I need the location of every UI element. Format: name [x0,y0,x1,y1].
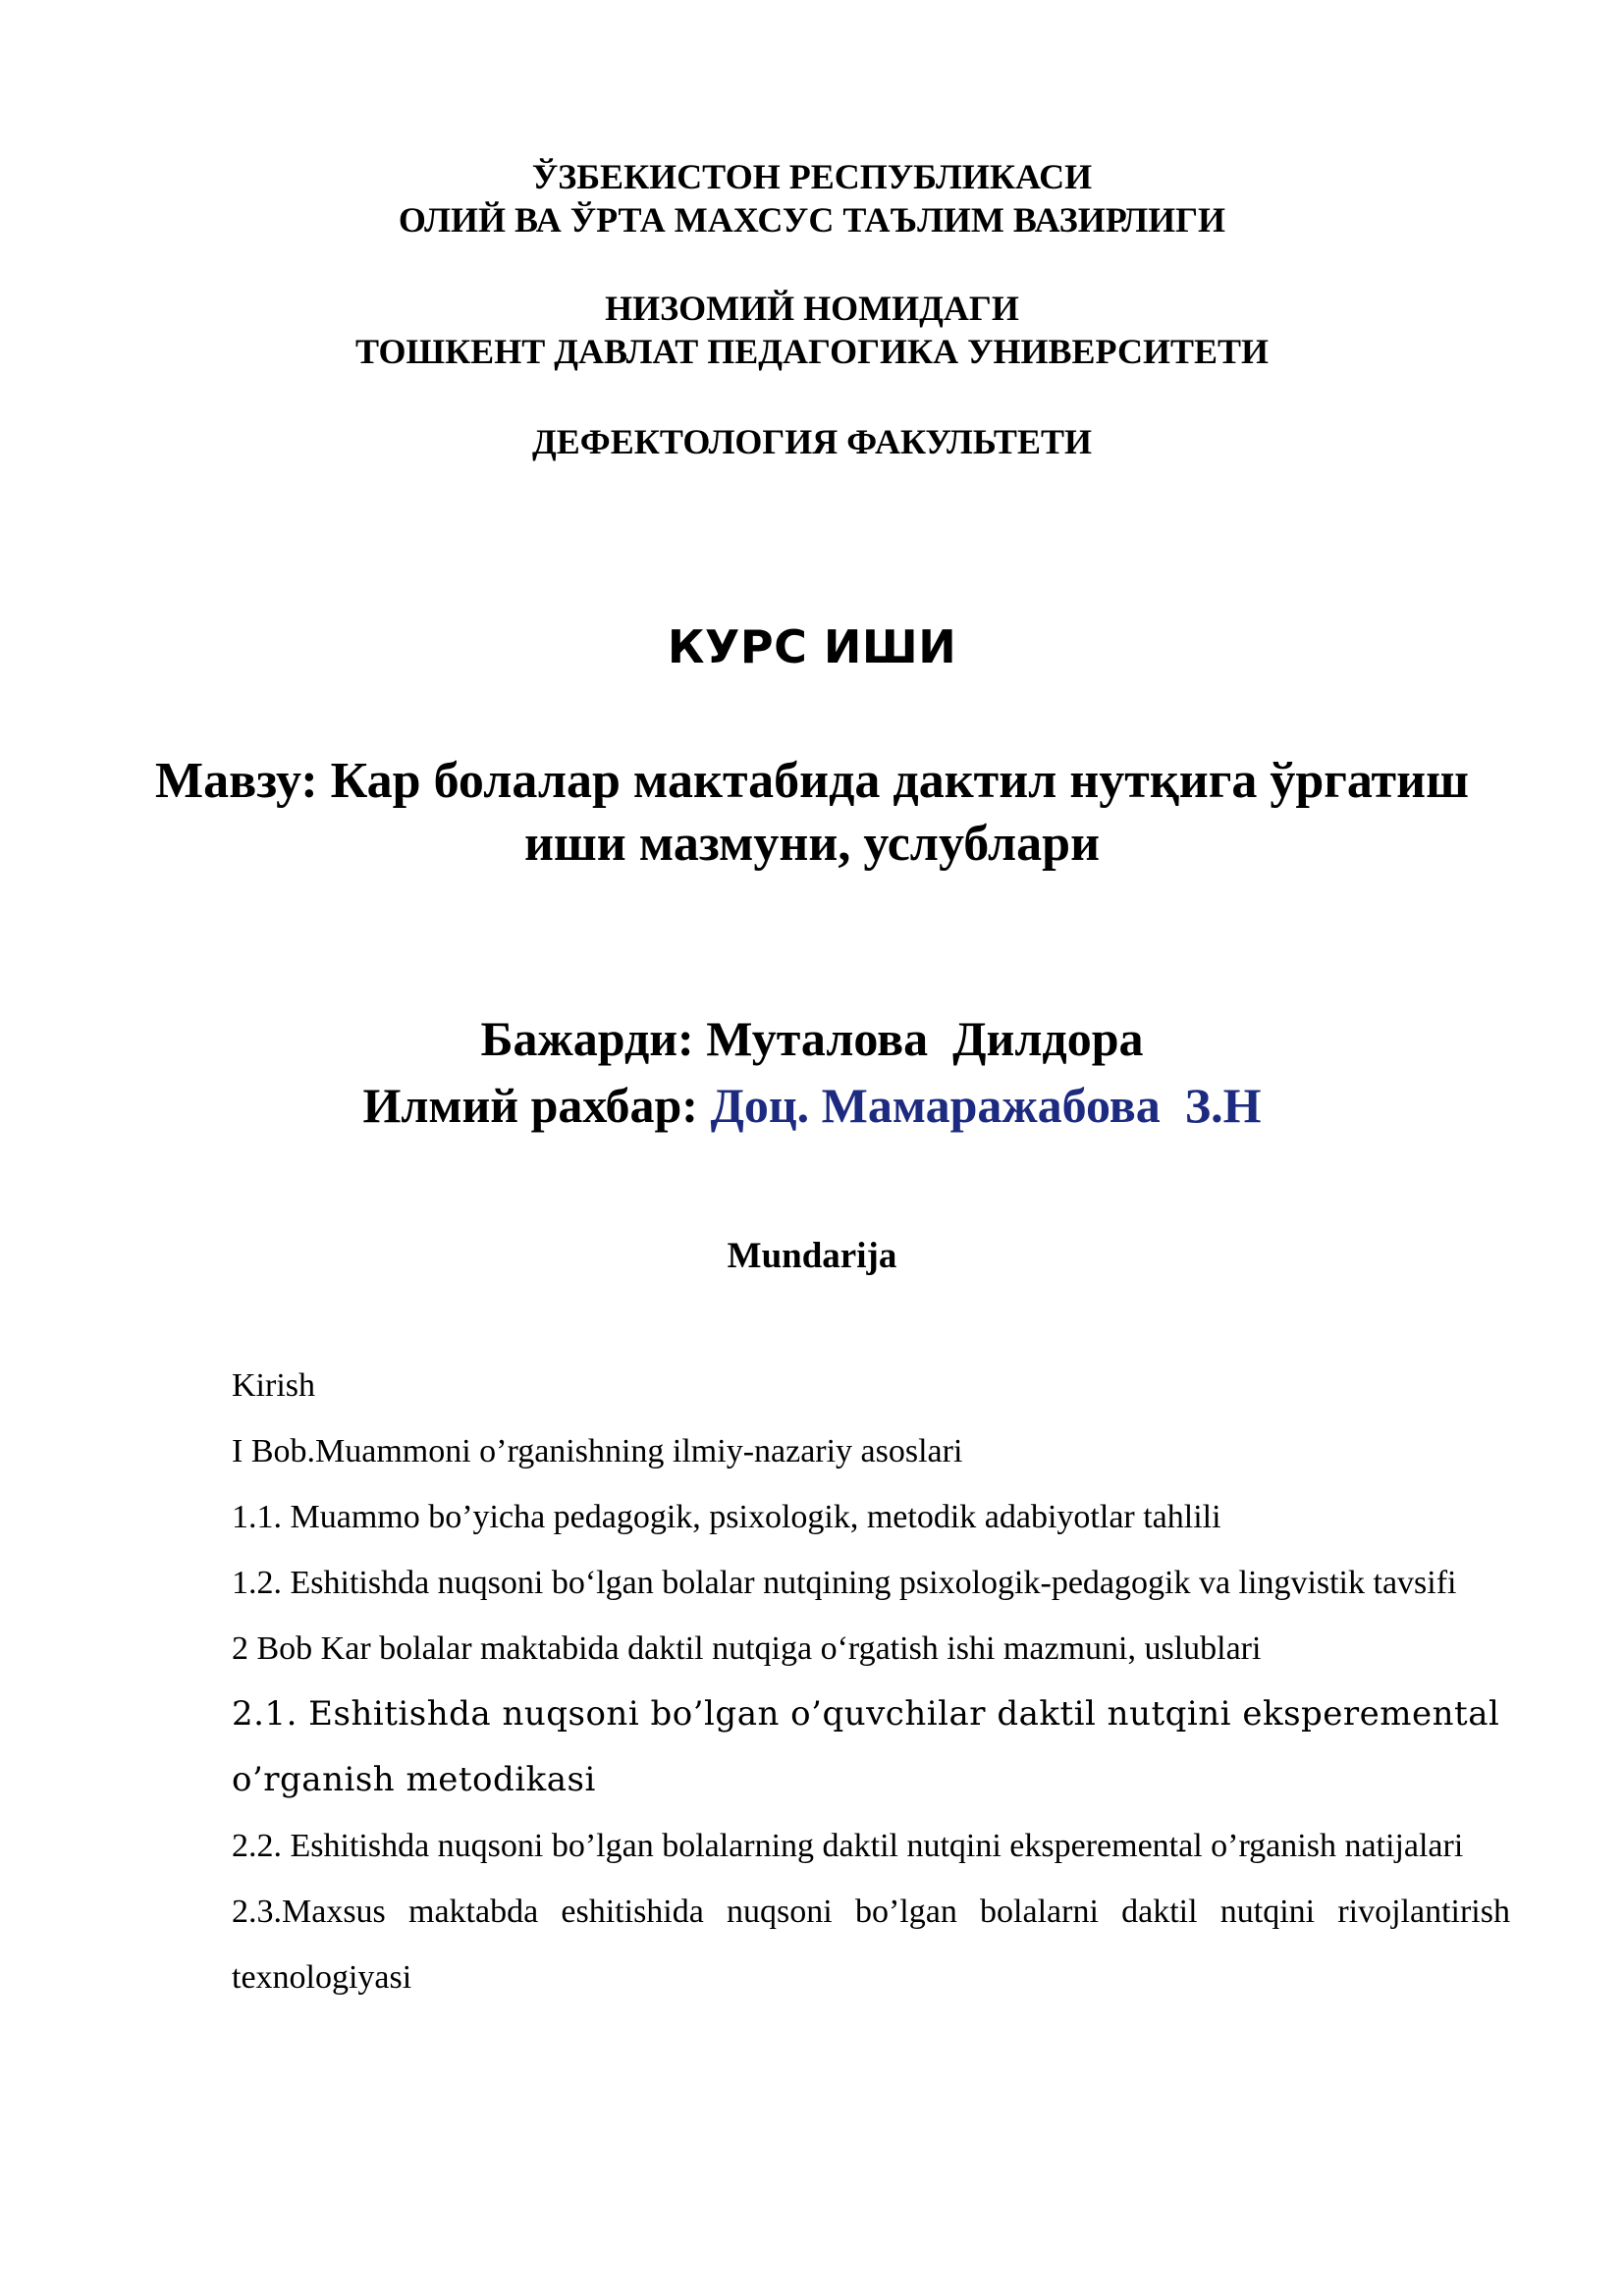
course-title: КУРС ИШИ [667,620,957,673]
advisor-name: Доц. Мамаражабова З.Н [710,1078,1262,1133]
toc-title: Mundarija [727,1236,897,1276]
author-label: Бажарди: [480,1011,694,1066]
table-of-contents [232,1353,1510,2010]
header-university [0,287,1624,373]
toc-item-1-1: 1.1. Muammo bo’yicha pedagogik, psixologik, metodik adabiyotlar tahlili [232,1499,1221,1535]
topic-line-1: Мавзу: Кар болалар мактабида дактил нутқига ўргатиш [155,753,1469,809]
topic-line-2: иши мазмуни, услублари [523,816,1101,872]
header-line-named-after: НИЗОМИЙ НОМИДАГИ [605,289,1019,328]
header-line-republic: ЎЗБЕКИСТОН РЕСПУБЛИКАСИ [531,157,1093,196]
topic-block [0,750,1624,876]
toc-item-1-2: 1.2. Eshitishda nuqsoni bo‘lgan bolalar nutqining psixologik-pedagogik va lingvistik tavsifi [232,1565,1457,1601]
toc-item-2-1: 2.1. Eshitishda nuqsoni bo’lgan o’quvchilar daktil nutqini eksperemental o’rganish metodikasi [232,1694,1500,1799]
header-ministry [0,155,1624,241]
toc-item-chapter-2: 2 Bob Kar bolalar maktabida daktil nutqiga o‘rgatish ishi mazmuni, uslublari [232,1630,1262,1667]
author-line [0,1007,1624,1070]
header-line-ministry: ОЛИЙ ВА ЎРТА МАХСУС ТАЪЛИМ ВАЗИРЛИГИ [398,200,1226,240]
advisor-label: Илмий рахбар: [362,1078,698,1133]
header-faculty: ДЕФЕКТОЛОГИЯ ФАКУЛЬТЕТИ [532,422,1092,461]
toc-item-2-2: 2.2. Eshitishda nuqsoni bo’lgan bolalarning daktil nutqini eksperemental o’rganish natijalari [232,1828,1464,1864]
toc-item-introduction: Kirish [232,1367,315,1404]
author-name: Муталова Дилдора [706,1011,1144,1066]
toc-item-2-3: 2.3.Maxsus maktabda eshitishida nuqsoni bo’lgan bolalarni daktil nutqini rivojlantirish texnologiyasi [232,1894,1510,1996]
header-line-university: ТОШКЕНТ ДАВЛАТ ПЕДАГОГИКА УНИВЕРСИТЕТИ [355,332,1269,371]
toc-item-chapter-1: I Bob.Muammoni o’rganishning ilmiy-nazariy asoslari [232,1433,963,1469]
advisor-line [0,1074,1624,1137]
